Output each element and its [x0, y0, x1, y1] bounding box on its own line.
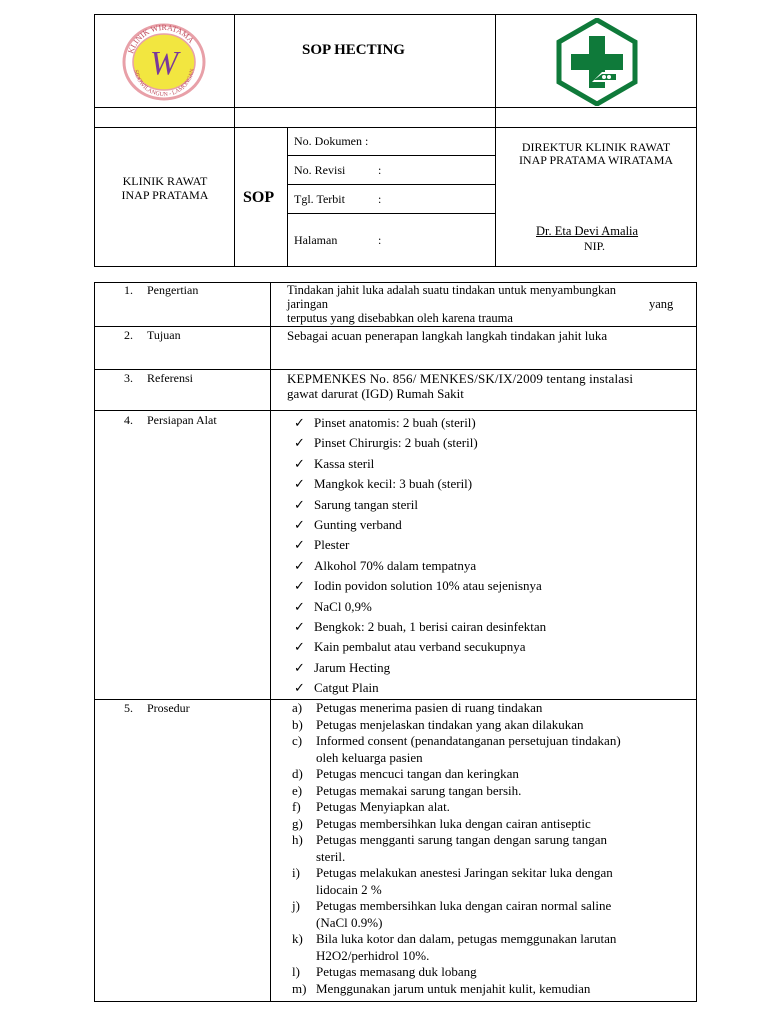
procedure-step-letter: l) — [292, 964, 300, 979]
checkmark-icon: ✓ — [294, 455, 305, 471]
health-cross-icon — [556, 18, 638, 106]
checkmark-icon: ✓ — [294, 557, 305, 573]
row-num-referensi: 3. — [124, 371, 133, 385]
checkmark-icon: ✓ — [294, 578, 305, 594]
checkmark-icon: ✓ — [294, 680, 305, 696]
director-nip: NIP. — [584, 239, 606, 253]
equipment-item — [290, 413, 690, 433]
procedure-step-letter: h) — [292, 832, 303, 847]
procedure-step-text: Petugas memakai sarung tangan bersih. — [316, 782, 522, 798]
svg-text:SIDOWILANGUN - LAMONGAN: SIDOWILANGUN - LAMONGAN — [132, 68, 196, 99]
procedure-step-text: Petugas melakukan anestesi Jaringan sekitar luka dengan — [316, 865, 613, 880]
procedure-step-text: Informed consent (penandatanganan persetujuan tindakan) — [316, 733, 621, 748]
checkmark-icon: ✓ — [294, 537, 305, 553]
equipment-item-label: Iodin povidon solution 10% atau sejenisnya — [314, 578, 542, 594]
equipment-item — [290, 474, 690, 494]
procedure-step-letter: m) — [292, 980, 307, 996]
procedure-step-text: lidocain 2 % — [316, 881, 382, 897]
procedure-step-text: Petugas membersihkan luka dengan cairan normal saline — [316, 898, 612, 913]
equipment-item-label: Sarung tangan steril — [314, 496, 418, 512]
procedure-step-letter: i) — [292, 865, 300, 880]
procedure-step-letter: j) — [292, 898, 300, 913]
procedure-step — [292, 964, 692, 981]
pengertian-line-2: jaringan — [287, 297, 328, 311]
checkmark-icon: ✓ — [294, 516, 305, 532]
checkmark-icon: ✓ — [294, 435, 305, 451]
procedure-step — [292, 717, 692, 734]
procedure-step-letter: k) — [292, 931, 303, 946]
logo-letter: W — [149, 45, 179, 82]
equipment-item-label: Kassa steril — [314, 455, 375, 471]
equipment-item — [290, 495, 690, 515]
equipment-item — [290, 637, 690, 657]
equipment-item-label: Plester — [314, 537, 350, 553]
tujuan-text: Sebagai acuan penerapan langkah langkah tindakan jahit luka — [287, 328, 608, 343]
field-no-revisi-colon: : — [378, 163, 382, 177]
equipment-item — [290, 576, 690, 596]
equipment-item — [290, 597, 690, 617]
row-num-prosedur: 5. — [124, 701, 133, 715]
field-halaman: Halaman — [294, 233, 338, 247]
checkmark-icon: ✓ — [294, 496, 305, 512]
pengertian-line-1: Tindakan jahit luka adalah suatu tindakan untuk menyambungkan — [287, 283, 616, 297]
equipment-item-label: Mangkok kecil: 3 buah (steril) — [314, 476, 473, 492]
procedure-step — [292, 832, 692, 865]
row-num-tujuan: 2. — [124, 328, 133, 342]
equipment-item-label: Jarum Hecting — [314, 659, 391, 675]
director-name: Dr. Eta Devi Amalia — [536, 224, 639, 238]
procedure-step-text: oleh keluarga pasien — [316, 749, 423, 765]
checkmark-icon: ✓ — [294, 639, 305, 655]
row-label-tujuan: Tujuan — [147, 328, 181, 342]
referensi-line-1: KEPMENKES No. 856/ MENKES/SK/IX/2009 tentang instalasi — [287, 371, 634, 386]
procedure-step-text: H2O2/perhidrol 10%. — [316, 947, 430, 963]
checkmark-icon: ✓ — [294, 598, 305, 614]
procedure-step — [292, 816, 692, 833]
equipment-item-label: Catgut Plain — [314, 680, 379, 696]
equipment-item-label: Bengkok: 2 buah, 1 berisi cairan desinfektan — [314, 618, 547, 634]
equipment-item-label: Kain pembalut atau verband secukupnya — [314, 639, 526, 655]
field-tgl-terbit-colon: : — [378, 192, 382, 206]
checkmark-icon: ✓ — [294, 618, 305, 634]
procedure-step-text: Bila luka kotor dan dalam, petugas memggunakan larutan — [316, 931, 617, 946]
sop-label: SOP — [243, 189, 275, 206]
procedure-step-text: Petugas Menyiapkan alat. — [316, 799, 450, 814]
procedure-step — [292, 799, 692, 816]
equipment-item-label: Pinset Chirurgis: 2 buah (steril) — [314, 435, 478, 451]
equipment-item — [290, 433, 690, 453]
field-tgl-terbit: Tgl. Terbit — [294, 192, 345, 206]
svg-text:KLINIK WIRATAMA: KLINIK WIRATAMA — [126, 22, 196, 55]
procedure-step-letter: f) — [292, 799, 301, 814]
procedure-step-text: steril. — [316, 848, 346, 864]
row-label-pengertian: Pengertian — [147, 283, 199, 297]
equipment-item-label: NaCl 0,9% — [314, 598, 372, 614]
equipment-item-label: Pinset anatomis: 2 buah (steril) — [314, 415, 476, 430]
procedure-step-text: Petugas memasang duk lobang — [316, 964, 477, 979]
procedure-step-letter: e) — [292, 782, 303, 798]
procedure-step-text: Petugas membersihkan luka dengan cairan antiseptic — [316, 815, 591, 831]
procedure-step — [292, 931, 692, 964]
procedure-step — [292, 766, 692, 783]
field-no-revisi: No. Revisi — [294, 163, 346, 177]
equipment-item — [290, 515, 690, 535]
row-label-prosedur: Prosedur — [147, 701, 190, 715]
procedure-step-letter: d) — [292, 766, 303, 781]
procedure-step — [292, 898, 692, 931]
equipment-item-label: Alkohol 70% dalam tempatnya — [314, 557, 477, 573]
field-no-dokumen: No. Dokumen : — [294, 134, 369, 148]
procedure-step-text: Petugas menerima pasien di ruang tindakan — [316, 700, 543, 715]
procedure-step-letter: a) — [292, 700, 303, 715]
row-label-referensi: Referensi — [147, 371, 193, 385]
procedure-step-text: Menggunakan jarum untuk menjahit kulit, kemudian — [316, 980, 591, 996]
row-num-persiapan: 4. — [124, 413, 133, 427]
equipment-list — [290, 413, 690, 698]
equipment-item — [290, 678, 690, 698]
procedure-step — [292, 733, 692, 766]
equipment-item — [290, 658, 690, 678]
referensi-line-2: gawat darurat (IGD) Rumah Sakit — [287, 386, 464, 401]
equipment-item — [290, 617, 690, 637]
procedure-step-text: (NaCl 0.9%) — [316, 914, 383, 930]
director-title: DIREKTUR KLINIK RAWAT INAP PRATAMA WIRATAMA — [518, 140, 674, 167]
procedure-step — [292, 981, 692, 998]
procedure-step — [292, 700, 692, 717]
row-num-pengertian: 1. — [124, 283, 133, 297]
pengertian-line-3: terputus yang disebabkan oleh karena trauma — [287, 311, 513, 325]
procedure-step-letter: b) — [292, 716, 303, 732]
procedure-step — [292, 783, 692, 800]
procedure-step — [292, 865, 692, 898]
checkmark-icon: ✓ — [294, 415, 305, 430]
equipment-item — [290, 535, 690, 555]
page-title: SOP HECTING — [302, 42, 405, 58]
procedure-step-text: Petugas mencuci tangan dan keringkan — [316, 766, 519, 781]
equipment-item — [290, 556, 690, 576]
procedure-step-text: Petugas menjelaskan tindakan yang akan dilakukan — [316, 716, 584, 732]
row-label-persiapan: Persiapan Alat — [147, 413, 217, 427]
clinic-logo — [122, 22, 206, 102]
equipment-item-label: Gunting verband — [314, 516, 402, 532]
pengertian-line-2b: yang — [649, 297, 674, 311]
procedure-list — [292, 700, 692, 997]
equipment-item — [290, 454, 690, 474]
procedure-step-letter: c) — [292, 733, 303, 748]
procedure-step-letter: g) — [292, 815, 303, 831]
clinic-name: KLINIK RAWAT INAP PRATAMA — [121, 174, 209, 202]
procedure-step-text: Petugas mengganti sarung tangan dengan sarung tangan — [316, 832, 607, 847]
checkmark-icon: ✓ — [294, 476, 305, 492]
checkmark-icon: ✓ — [294, 659, 305, 675]
field-halaman-colon: : — [378, 233, 382, 247]
